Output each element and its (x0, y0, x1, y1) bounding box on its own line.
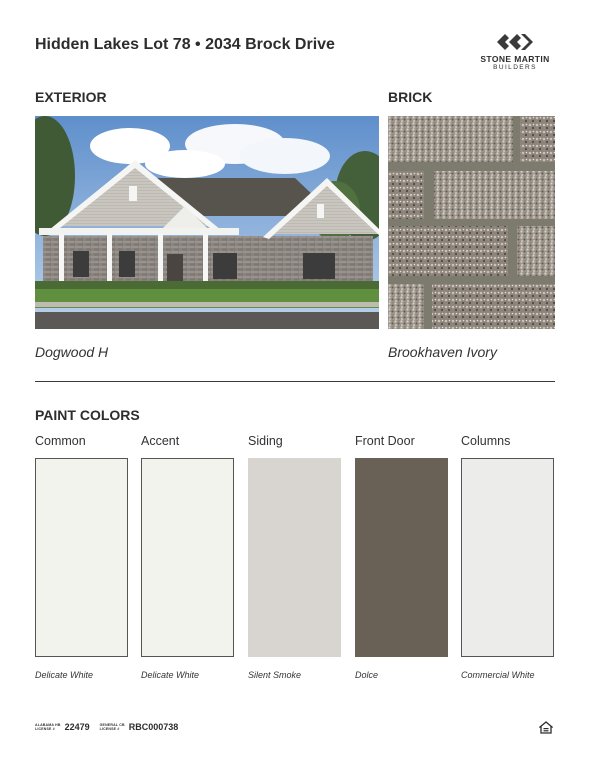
paint-label-siding: Siding (248, 434, 283, 448)
logo-mark-icon (495, 32, 535, 52)
paint-swatch-accent (141, 458, 234, 657)
paint-label-columns: Columns (461, 434, 511, 448)
paint-name-columns: Commercial White (461, 670, 535, 680)
paint-swatch-common (35, 458, 128, 657)
exterior-model-name: Dogwood H (35, 344, 109, 360)
paint-name-common: Delicate White (35, 670, 94, 680)
paint-name-siding: Silent Smoke (248, 670, 302, 680)
paint-swatch-siding (248, 458, 341, 657)
license-info (35, 722, 178, 732)
brick-color-name: Brookhaven Ivory (388, 344, 497, 360)
license-number-1: 22479 (64, 722, 90, 732)
license-number-2: RBC000738 (128, 722, 179, 732)
exterior-house-image (35, 116, 379, 329)
paint-swatch-columns (461, 458, 554, 657)
paint-label-common: Common (35, 434, 86, 448)
paint-colors-heading: PAINT COLORS (35, 407, 140, 423)
logo-text-line1: STONE MARTIN (480, 54, 550, 64)
paint-swatch-front-door (355, 458, 448, 657)
company-logo (470, 32, 560, 82)
page-title: Hidden Lakes Lot 78 • 2034 Brock Drive (35, 36, 335, 53)
section-divider (35, 381, 555, 382)
paint-label-accent: Accent (141, 434, 180, 448)
license-caption-2: GENERAL CB LICENSE # (99, 723, 125, 731)
brick-heading: BRICK (388, 89, 433, 105)
paint-label-front-door: Front Door (355, 434, 415, 448)
logo-text-line2: BUILDERS (493, 64, 537, 71)
license-caption-1: ALABAMA HB LICENSE # (35, 723, 61, 731)
paint-name-accent: Delicate White (141, 670, 200, 680)
equal-housing-icon (539, 721, 553, 735)
exterior-heading: EXTERIOR (35, 89, 107, 105)
paint-name-front-door: Dolce (355, 670, 379, 680)
brick-sample-image (388, 116, 555, 329)
